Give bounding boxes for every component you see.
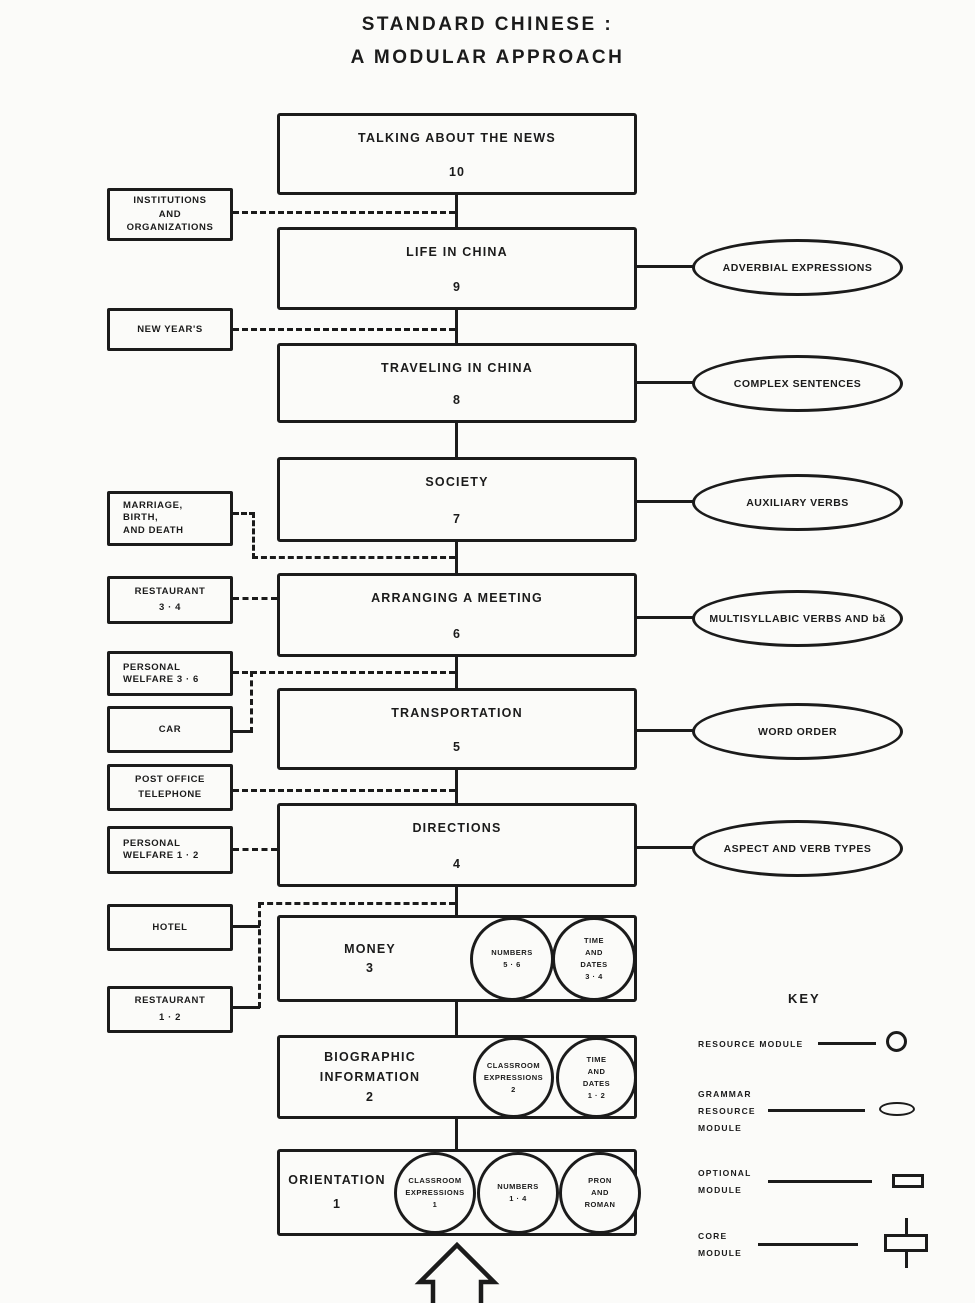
core-module-1-title: ORIENTATION: [288, 1172, 386, 1187]
connector-car-stub: [233, 730, 252, 733]
connector-core-10-9: [455, 195, 458, 227]
core-module-4-title: DIRECTIONS: [412, 821, 502, 835]
dashed-connector-hotel-h: [258, 902, 455, 905]
core-module-4-number: 4: [453, 857, 461, 871]
core-module-2-title-line-2: INFORMATION: [319, 1070, 421, 1084]
grammar-module-label: MULTISYLLABIC VERBS AND bǎ: [709, 612, 886, 625]
resource-circle-line: EXPRESSIONS: [405, 1188, 465, 1197]
grammar-module-complex-sentences: [692, 355, 903, 412]
optional-module-new-years: [107, 308, 233, 351]
resource-circle-time-dates-1-2: [556, 1037, 637, 1118]
resource-circle-line: 1 · 2: [587, 1090, 606, 1100]
resource-circle-line: ROMAN: [584, 1200, 616, 1209]
optional-module-personal-welfare-1-2: [107, 826, 233, 874]
grammar-module-label: AUXILIARY VERBS: [746, 496, 849, 509]
optional-module-post-office-telephone: [107, 764, 233, 811]
grammar-module-label: ASPECT AND VERB TYPES: [723, 842, 872, 855]
resource-circle-line: 5 · 6: [503, 960, 521, 969]
core-module-3-number: 3: [366, 960, 374, 975]
resource-circle-line: 3 · 4: [585, 972, 603, 981]
grammar-module-aspect-verb-types: [692, 820, 903, 877]
core-module-9-number: 9: [453, 280, 461, 294]
resource-circle-line: NUMBERS: [497, 1182, 539, 1191]
core-module-2-title-line-1: BIOGRAPHIC: [324, 1050, 416, 1064]
optional-module-symbol: [892, 1174, 924, 1188]
optional-module-line: AND: [158, 208, 182, 220]
resource-circle-time-dates-3-4: [552, 917, 636, 1001]
key-leader-line: [818, 1042, 876, 1045]
optional-module-line: PERSONAL: [123, 838, 181, 850]
key-leader-line: [758, 1243, 858, 1246]
optional-module-line: ORGANIZATIONS: [126, 222, 214, 234]
resource-circle-line: PRON: [588, 1176, 612, 1185]
key-label-line: MODULE: [698, 1123, 743, 1133]
optional-module-line: WELFARE 1 · 2: [123, 850, 199, 861]
resource-circle-line: TIME: [584, 936, 604, 945]
optional-module-line: POST OFFICE: [135, 774, 205, 786]
connector-core-9-8: [455, 310, 458, 343]
core-module-3-label: [285, 915, 455, 1002]
optional-module-line: RESTAURANT: [134, 585, 206, 597]
connector-core-3-2: [455, 1002, 458, 1035]
optional-module-line: 1 · 2: [158, 1011, 181, 1023]
core-module-10-title: TALKING ABOUT THE NEWS: [358, 131, 556, 145]
core-module-9-title: LIFE IN CHINA: [406, 245, 508, 259]
connector-core-6-5: [455, 657, 458, 688]
optional-module-car: [107, 706, 233, 753]
resource-circle-line: DATES: [580, 960, 608, 969]
resource-circle-line: EXPRESSIONS: [483, 1072, 544, 1082]
dashed-connector-post-office: [233, 789, 455, 792]
dashed-connector-marriage-v: [252, 512, 255, 559]
resource-circle-line: 2: [511, 1084, 516, 1094]
optional-module-line: NEW YEAR'S: [137, 323, 203, 335]
key-title: KEY: [788, 991, 821, 1006]
connector-core-2-1: [455, 1119, 458, 1149]
optional-module-line: 3 · 4: [158, 602, 181, 613]
connector-core-8-grammar: [635, 381, 695, 384]
connector-core-6-grammar: [635, 616, 695, 619]
key-label-line: CORE: [698, 1231, 728, 1241]
dashed-connector-new-years: [233, 328, 455, 331]
resource-circle-line: AND: [591, 1188, 609, 1197]
core-module-4: [277, 803, 637, 887]
connector-core-7-6: [455, 542, 458, 573]
resource-circle-pron-and-roman: [559, 1152, 641, 1234]
key-item-grammar-resource-module-label: [698, 1086, 756, 1137]
dashed-connector-restaurant-3-4: [233, 597, 277, 600]
core-module-5: [277, 688, 637, 770]
optional-module-line: TELEPHONE: [138, 788, 202, 800]
optional-module-line: RESTAURANT: [134, 995, 206, 1007]
key-label-line: GRAMMAR: [698, 1089, 752, 1099]
resource-circle-line: 1: [432, 1200, 438, 1209]
connector-core-7-grammar: [635, 500, 695, 503]
optional-module-hotel: [107, 904, 233, 951]
core-module-7-title: SOCIETY: [425, 475, 489, 489]
diagram-title-line-1: STANDARD CHINESE :: [361, 14, 614, 35]
resource-circle-line: AND: [585, 948, 603, 957]
connector-core-4-3: [455, 887, 458, 915]
resource-circle-line: NUMBERS: [491, 948, 533, 957]
optional-module-restaurant-3-4: [107, 576, 233, 624]
core-module-8-title: TRAVELING IN CHINA: [381, 361, 533, 375]
resource-circle-line: TIME: [586, 1054, 607, 1064]
core-module-3-title: MONEY: [344, 941, 396, 956]
optional-module-line: BIRTH,: [123, 512, 159, 524]
resource-circle-line: DATES: [582, 1078, 611, 1088]
resource-circle-line: CLASSROOM: [486, 1060, 541, 1070]
resource-module-symbol: [886, 1031, 907, 1052]
grammar-module-label: ADVERBIAL EXPRESSIONS: [722, 261, 873, 274]
key-label-line: RESOURCE: [698, 1106, 756, 1116]
core-module-5-title: TRANSPORTATION: [391, 706, 523, 720]
core-module-symbol: [884, 1234, 928, 1252]
key-label-line: MODULE: [698, 1248, 743, 1258]
dashed-connector-marriage-h2: [252, 556, 455, 559]
core-module-10-number: 10: [449, 165, 465, 179]
dashed-connector-personal-welfare-1-2: [233, 848, 277, 851]
core-module-7-number: 7: [453, 512, 461, 526]
optional-module-marriage-birth-death: [107, 491, 233, 546]
key-leader-line: [768, 1180, 872, 1183]
optional-module-line: HOTEL: [152, 921, 188, 933]
core-module-10: [277, 113, 637, 195]
connector-core-5-4: [455, 770, 458, 803]
resource-circle-line: AND: [587, 1066, 606, 1076]
connector-core-9-grammar: [635, 265, 695, 268]
grammar-module-multisyllabic-verbs: [692, 590, 903, 647]
optional-module-line: MARRIAGE,: [123, 499, 183, 511]
core-module-7: [277, 457, 637, 542]
optional-module-line: PERSONAL: [123, 661, 181, 673]
core-module-6-title: ARRANGING A MEETING: [371, 591, 543, 605]
resource-circle-numbers-5-6: [470, 917, 554, 1001]
key-item-optional-module-label: [698, 1165, 752, 1199]
optional-module-institutions-and-organizations: [107, 188, 233, 241]
resource-circle-line: 1 · 4: [509, 1194, 527, 1203]
connector-core-4-grammar: [635, 846, 695, 849]
core-module-6: [277, 573, 637, 657]
core-module-2-label: [285, 1035, 455, 1119]
resource-circle-classroom-expressions-1: [394, 1152, 476, 1234]
connector-restaurant-1-2-stub: [233, 1006, 260, 1009]
dashed-connector-institutions: [233, 211, 455, 214]
optional-module-line: WELFARE 3 · 6: [123, 673, 199, 685]
core-module-6-number: 6: [453, 627, 461, 641]
resource-circle-classroom-expressions-2: [473, 1037, 554, 1118]
core-module-8: [277, 343, 637, 423]
core-module-8-number: 8: [453, 393, 461, 407]
grammar-module-adverbial-expressions: [692, 239, 903, 296]
grammar-resource-module-symbol: [879, 1102, 915, 1116]
optional-module-line: INSTITUTIONS: [133, 194, 207, 206]
core-module-1-label: [281, 1149, 393, 1236]
core-module-5-number: 5: [453, 740, 461, 754]
optional-module-line: AND DEATH: [123, 524, 184, 536]
grammar-module-label: COMPLEX SENTENCES: [733, 377, 862, 390]
resource-circle-line: CLASSROOM: [408, 1176, 462, 1185]
optional-module-restaurant-1-2: [107, 986, 233, 1033]
resource-circle-numbers-1-4: [477, 1152, 559, 1234]
grammar-module-auxiliary-verbs: [692, 474, 903, 531]
key-label-line: OPTIONAL: [698, 1168, 752, 1178]
dashed-connector-car-v: [250, 671, 253, 733]
connector-hotel-stub: [233, 925, 260, 928]
dashed-connector-personal-welfare-3-6: [233, 671, 455, 674]
key-label-line: MODULE: [698, 1185, 743, 1195]
diagram-title-line-2: A MODULAR APPROACH: [350, 47, 625, 68]
optional-module-personal-welfare-3-6: [107, 651, 233, 696]
key-item-core-module-label: [698, 1228, 742, 1262]
grammar-module-label: WORD ORDER: [757, 725, 838, 738]
core-module-2-number: 2: [366, 1090, 374, 1104]
grammar-module-word-order: [692, 703, 903, 760]
connector-core-5-grammar: [635, 729, 695, 732]
key-item-resource-module-label: RESOURCE MODULE: [698, 1039, 804, 1049]
optional-module-line: CAR: [158, 723, 182, 735]
core-module-9: [277, 227, 637, 310]
entry-up-arrow-icon: [405, 1241, 510, 1303]
core-module-1-number: 1: [333, 1196, 341, 1211]
key-leader-line: [768, 1109, 865, 1112]
connector-core-8-7: [455, 423, 458, 457]
dashed-connector-hotel-restaurant-v: [258, 902, 261, 1008]
